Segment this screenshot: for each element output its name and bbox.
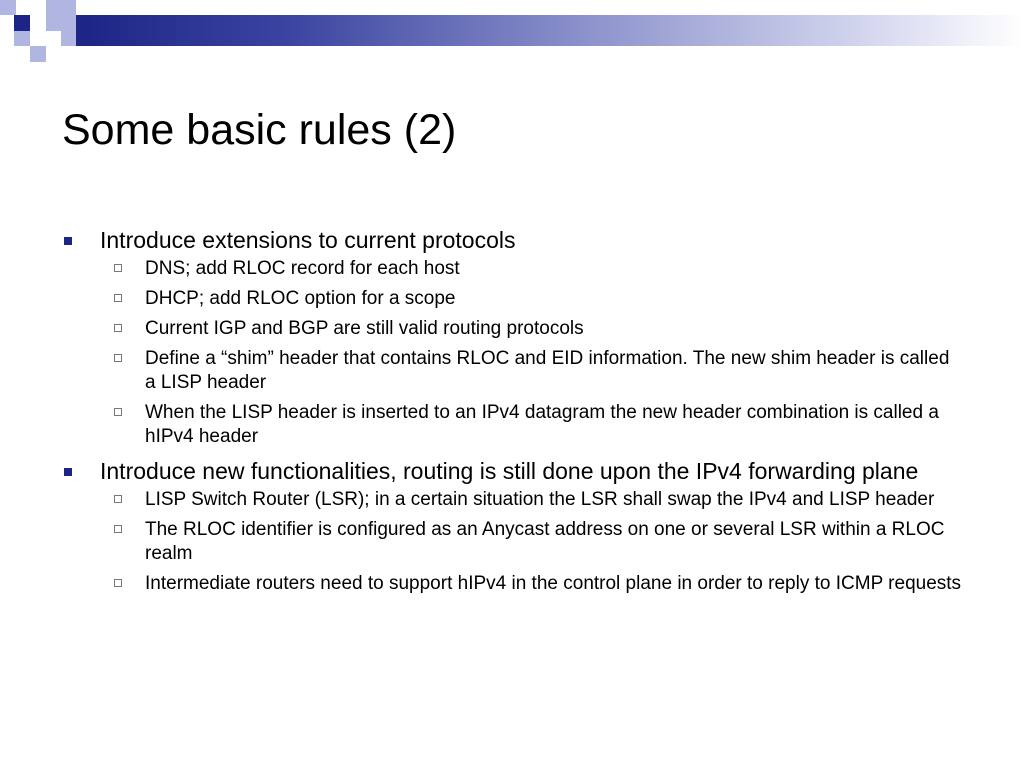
slide-title: Some basic rules (2) — [62, 106, 457, 154]
sub-bullet-list — [62, 488, 962, 596]
decor-square — [30, 46, 46, 62]
decor-square — [46, 0, 76, 15]
square-bullet-icon — [64, 237, 72, 245]
header-decoration — [0, 0, 1024, 62]
bullet-item — [62, 226, 962, 254]
sub-bullet-item — [62, 317, 962, 341]
hollow-square-bullet-icon — [114, 264, 122, 272]
bullet-item — [62, 457, 962, 485]
sub-bullet-item — [62, 572, 962, 596]
sub-bullet-item — [62, 347, 962, 395]
sub-bullet-text: The RLOC identifier is configured as an Anycast address on one or several LSR within a RLOC realm — [145, 519, 945, 564]
sub-bullet-item — [62, 488, 962, 512]
decor-square — [30, 15, 46, 31]
sub-bullet-text: Current IGP and BGP are still valid routing protocols — [145, 318, 584, 339]
sub-bullet-text: DNS; add RLOC record for each host — [145, 258, 460, 279]
hollow-square-bullet-icon — [114, 408, 122, 416]
sub-bullet-item — [62, 257, 962, 281]
bullet-text: Introduce extensions to current protocols — [100, 227, 516, 253]
sub-bullet-text: Intermediate routers need to support hIPv4 in the control plane in order to reply to ICMP requests — [145, 573, 962, 594]
sub-bullet-item — [62, 401, 962, 449]
hollow-square-bullet-icon — [114, 324, 122, 332]
sub-bullet-text: When the LISP header is inserted to an IPv4 datagram the new header combination is called a hIPv4 header — [145, 402, 939, 447]
sub-bullet-item — [62, 287, 962, 311]
sub-bullet-list — [62, 257, 962, 449]
sub-bullet-text: LISP Switch Router (LSR); in a certain situation the LSR shall swap the IPv4 and LISP header — [145, 489, 935, 510]
hollow-square-bullet-icon — [114, 495, 122, 503]
hollow-square-bullet-icon — [114, 354, 122, 362]
sub-bullet-text: DHCP; add RLOC option for a scope — [145, 288, 456, 309]
square-bullet-icon — [64, 468, 72, 476]
decor-square — [0, 0, 16, 15]
header-gradient-bar — [76, 15, 1024, 46]
hollow-square-bullet-icon — [114, 294, 122, 302]
decor-square — [14, 31, 30, 46]
hollow-square-bullet-icon — [114, 525, 122, 533]
sub-bullet-text: Define a “shim” header that contains RLOC and EID information. The new shim header is called a LISP header — [145, 348, 950, 393]
sub-bullet-item — [62, 518, 962, 566]
bullet-text: Introduce new functionalities, routing is still done upon the IPv4 forwarding plane — [100, 458, 919, 484]
slide-content — [62, 226, 962, 604]
decor-square — [46, 15, 61, 31]
decor-square — [61, 15, 76, 46]
decor-square — [14, 15, 30, 31]
hollow-square-bullet-icon — [114, 579, 122, 587]
